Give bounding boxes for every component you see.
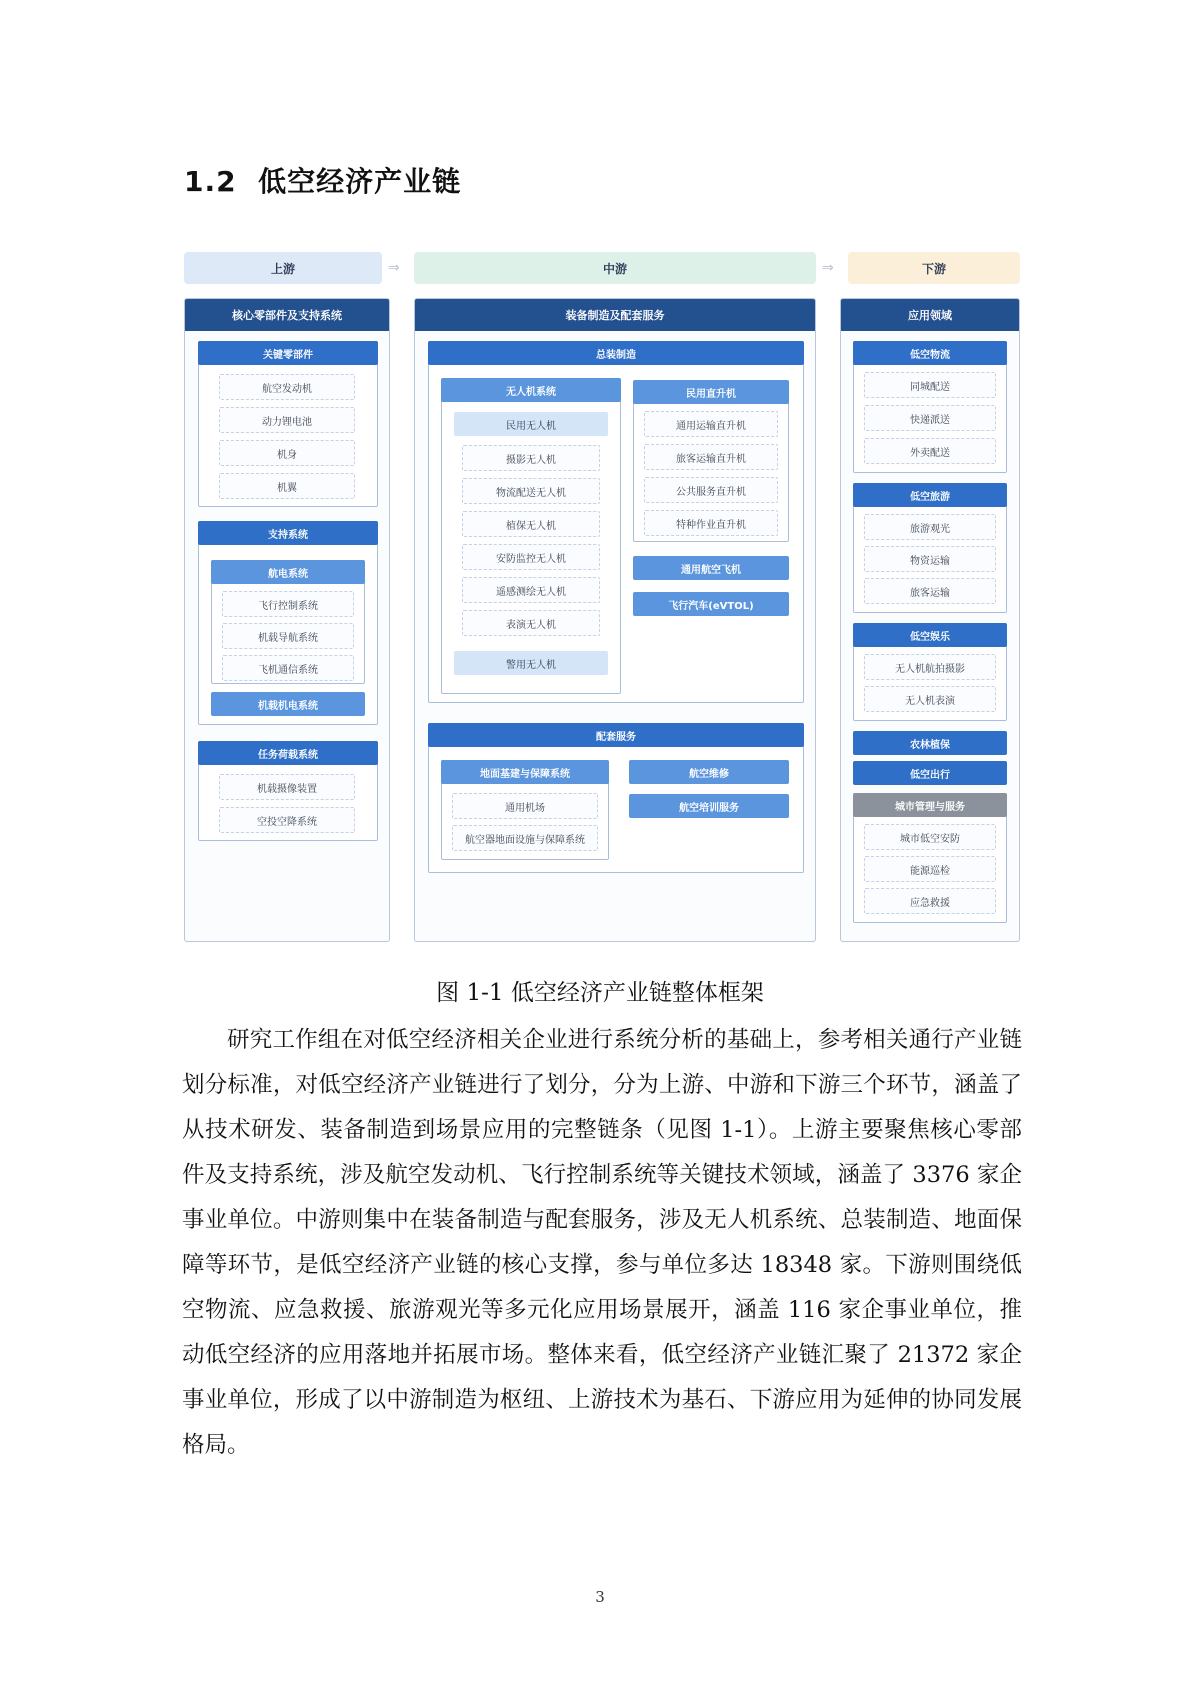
assembly-title: 总装制造 bbox=[428, 341, 804, 365]
uav-item: 遥感测绘无人机 bbox=[462, 577, 600, 603]
tourism-item: 旅客运输 bbox=[864, 578, 996, 604]
ground-infra-item: 航空器地面设施与保障系统 bbox=[452, 825, 598, 851]
logistics-item: 外卖配送 bbox=[864, 438, 996, 464]
uav-system-title: 无人机系统 bbox=[441, 378, 621, 402]
key-part-item: 航空发动机 bbox=[219, 374, 355, 400]
uav-item: 植保无人机 bbox=[462, 511, 600, 537]
entertainment-item: 无人机表演 bbox=[864, 686, 996, 712]
uav-item: 物流配送无人机 bbox=[462, 478, 600, 504]
support-system-title: 支持系统 bbox=[198, 521, 378, 545]
electrical-system: 机载机电系统 bbox=[211, 692, 365, 716]
key-part-item: 动力锂电池 bbox=[219, 407, 355, 433]
uav-system-group bbox=[441, 378, 621, 694]
ground-infra-group bbox=[441, 760, 609, 860]
ground-infra-title: 地面基建与保障系统 bbox=[441, 760, 609, 784]
stage-upstream: 上游 bbox=[184, 252, 382, 284]
avionics-item: 机载导航系统 bbox=[222, 623, 354, 649]
tourism-group bbox=[853, 483, 1007, 613]
assembly-group bbox=[428, 341, 804, 703]
tourism-item: 旅游观光 bbox=[864, 514, 996, 540]
police-uav: 警用无人机 bbox=[454, 651, 608, 675]
stage-midstream: 中游 bbox=[414, 252, 816, 284]
helicopter-item: 通用运输直升机 bbox=[644, 411, 778, 437]
downstream-column bbox=[840, 298, 1020, 942]
stage-arrow-1: ⇒ bbox=[388, 260, 400, 276]
avionics-item: 飞机通信系统 bbox=[222, 655, 354, 681]
payload-system-title: 任务荷载系统 bbox=[198, 741, 378, 765]
logistics-item: 快递派送 bbox=[864, 405, 996, 431]
helicopter-item: 公共服务直升机 bbox=[644, 477, 778, 503]
avionics-item: 飞行控制系统 bbox=[222, 591, 354, 617]
helicopter-group bbox=[633, 380, 789, 542]
entertainment-group bbox=[853, 623, 1007, 721]
civil-uav-title: 民用无人机 bbox=[454, 412, 608, 436]
logistics-title: 低空物流 bbox=[853, 341, 1007, 365]
evtol: 飞行汽车(eVTOL) bbox=[633, 592, 789, 616]
stage-arrow-2: ⇒ bbox=[822, 260, 834, 276]
midstream-column-title: 装备制造及配套服务 bbox=[415, 299, 815, 331]
helicopter-item: 特种作业直升机 bbox=[644, 510, 778, 536]
payload-system-group bbox=[198, 741, 378, 841]
city-management-item: 能源巡检 bbox=[864, 856, 996, 882]
key-parts-group bbox=[198, 341, 378, 507]
downstream-column-title: 应用领域 bbox=[841, 299, 1019, 331]
tourism-item: 物资运输 bbox=[864, 546, 996, 572]
ground-infra-item: 通用机场 bbox=[452, 793, 598, 819]
support-service-title: 配套服务 bbox=[428, 723, 804, 747]
city-management-group bbox=[853, 793, 1007, 923]
midstream-column bbox=[414, 298, 816, 942]
uav-item: 安防监控无人机 bbox=[462, 544, 600, 570]
key-parts-title: 关键零部件 bbox=[198, 341, 378, 365]
page-number: 3 bbox=[595, 1588, 605, 1606]
city-management-item: 应急救援 bbox=[864, 888, 996, 914]
uav-item: 表演无人机 bbox=[462, 610, 600, 636]
tourism-title: 低空旅游 bbox=[853, 483, 1007, 507]
aviation-maintenance: 航空维修 bbox=[629, 760, 789, 784]
entertainment-item: 无人机航拍摄影 bbox=[864, 654, 996, 680]
logistics-group bbox=[853, 341, 1007, 473]
key-part-item: 机身 bbox=[219, 440, 355, 466]
city-management-title: 城市管理与服务 bbox=[853, 793, 1007, 817]
section-title: 低空经济产业链 bbox=[258, 165, 462, 198]
upstream-column-title: 核心零部件及支持系统 bbox=[185, 299, 389, 331]
avionics-title: 航电系统 bbox=[211, 560, 365, 584]
section-number: 1.2 bbox=[184, 165, 237, 198]
upstream-column bbox=[184, 298, 390, 942]
general-aviation-aircraft: 通用航空飞机 bbox=[633, 556, 789, 580]
logistics-item: 同城配送 bbox=[864, 372, 996, 398]
avionics-group bbox=[211, 560, 365, 684]
city-management-item: 城市低空安防 bbox=[864, 824, 996, 850]
aviation-training: 航空培训服务 bbox=[629, 794, 789, 818]
entertainment-title: 低空娱乐 bbox=[853, 623, 1007, 647]
figure-caption: 图 1-1 低空经济产业链整体框架 bbox=[436, 980, 764, 1006]
uav-item: 摄影无人机 bbox=[462, 445, 600, 471]
helicopter-item: 旅客运输直升机 bbox=[644, 444, 778, 470]
agri-forestry-protection: 农林植保 bbox=[853, 731, 1007, 755]
payload-item: 空投空降系统 bbox=[219, 807, 355, 833]
industry-chain-diagram bbox=[184, 252, 1020, 942]
support-service-group bbox=[428, 723, 804, 873]
payload-item: 机载摄像装置 bbox=[219, 774, 355, 800]
body-paragraph: 研究工作组在对低空经济相关企业进行系统分析的基础上，参考相关通行产业链划分标准，对低空经济产业链进行了划分，分为上游、中游和下游三个环节，涵盖了从技术研发、装备制造到场景应用的完整链条（见图 1-1）。上游主要聚焦核心零部件及支持系统，涉及航空发动机、飞行控制系统等关键技术领域，涵盖了 3376 家企事业单位。中游则集中在装备制造与配套服务，涉及无人机系统、总装制造、地面保障等环节，是低空经济产业链的核心支撑，参与单位多达 18348 家。下游则围绕低空物流、应急救援、旅游观光等多元化应用场景展开，涵盖 116 家企事业单位，推动低空经济的应用落地并拓展市场。整体来看，低空经济产业链汇聚了 21372 家企事业单位，形成了以中游制造为枢纽、上游技术为基石、下游应用为延伸的协同发展格局。 bbox=[182, 1027, 1022, 1458]
helicopter-title: 民用直升机 bbox=[633, 380, 789, 404]
section-heading bbox=[184, 160, 461, 200]
stage-downstream: 下游 bbox=[848, 252, 1020, 284]
key-part-item: 机翼 bbox=[219, 473, 355, 499]
support-system-group bbox=[198, 521, 378, 725]
low-altitude-travel: 低空出行 bbox=[853, 761, 1007, 785]
